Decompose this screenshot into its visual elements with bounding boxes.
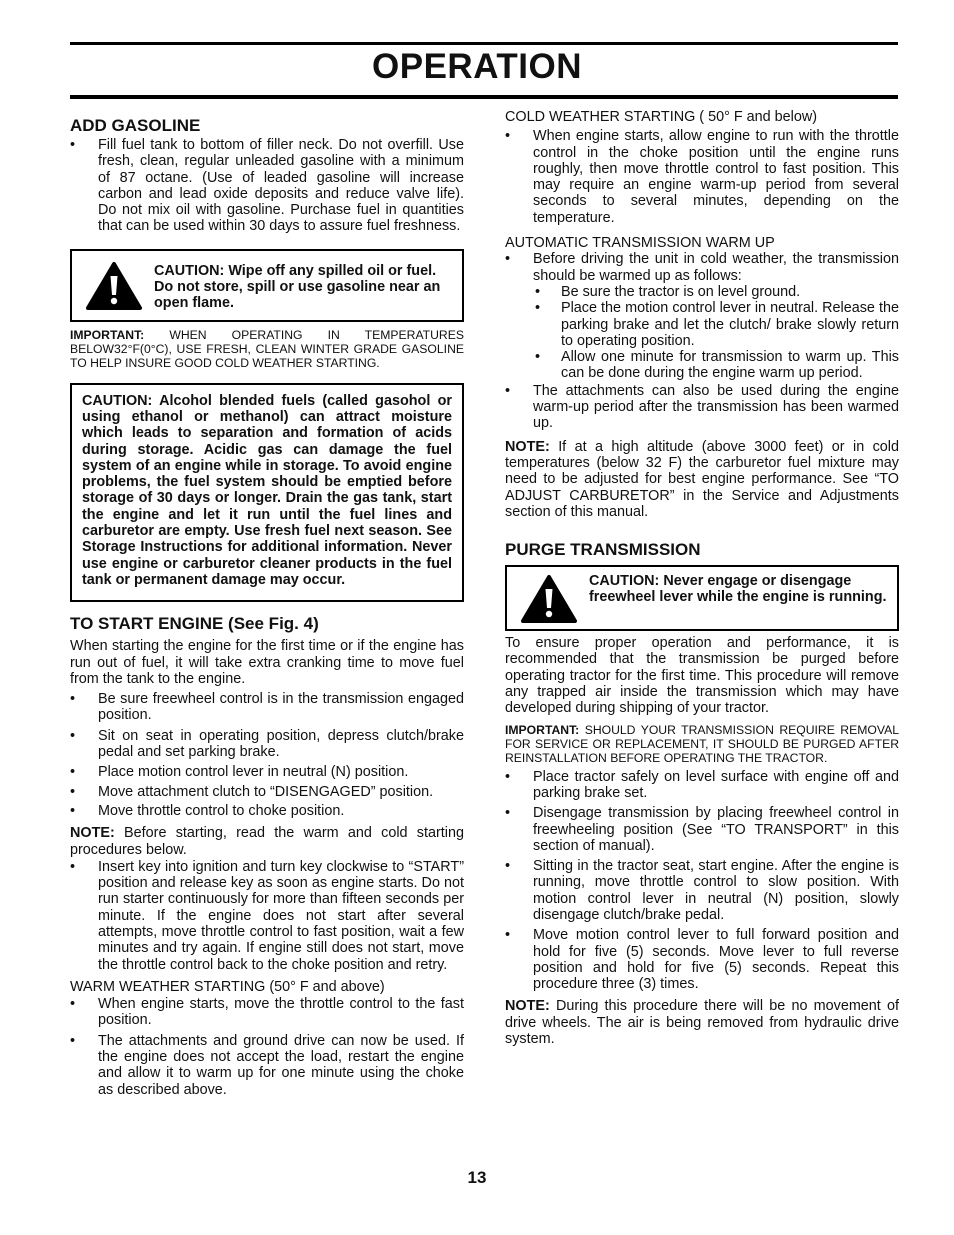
freewheel-caution-text: CAUTION: Never engage or disengage freewheel lever while the engine is running. [589,573,887,606]
purge-intro: To ensure proper operation and performance, it is recommended that the transmission be purged before operating tractor for the first time. This procedure will remove any trapped air inside the transmission which may have developed during shipping of your tractor. [505,635,899,717]
start-engine-heading: TO START ENGINE (See Fig. 4) [70,614,319,634]
cold-weather-bullet: • When engine starts, allow engine to run with the throttle control in the choke position until the engine runs roughly, then move throttle control to fast position. This may require an engine warm-up period from several seconds to several minutes, depending on the temperature. [505,128,899,226]
important-text: SHOULD YOUR TRANSMISSION REQUIRE REMOVAL FOR SERVICE OR REPLACEMENT, IT SHOULD BE PURGED AFTER REINSTALLATION BEFORE OPERATING THE TRACTOR. [505,722,899,765]
note-label: NOTE: [70,825,115,842]
winter-gasoline-important [70,328,464,371]
auto-trans-sub-bullet-1: • Be sure the tractor is on level ground. [505,284,899,300]
warm-weather-bullet-1: • When engine starts, move the throttle control to the fast position. [70,996,464,1029]
important-label: IMPORTANT: [505,722,580,737]
note-label: NOTE: [505,438,550,455]
auto-trans-heading: AUTOMATIC TRANSMISSION WARM UP [505,235,775,252]
auto-trans-sub-bullet-2: • Place the motion control lever in neutral. Release the parking brake and let the clutch/ brake slowly return to operating position. [505,300,899,349]
start-engine-bullet-1: • Be sure freewheel control is in the transmission engaged position. [70,691,464,724]
auto-trans-bullet: • Before driving the unit in cold weather, the transmission should be warmed up as follows: [505,251,899,284]
note-text: Before starting, read the warm and cold starting procedures below. [70,825,464,858]
purge-note [505,998,899,1047]
warm-weather-heading: WARM WEATHER STARTING (50° F and above) [70,978,385,995]
auto-trans-sub-bullet-3: • Allow one minute for transmission to warm up. This can be done during the engine warm up period. [505,349,899,382]
fuel-caution-text: CAUTION: Wipe off any spilled oil or fuel. Do not store, spill or use gasoline near an open flame. [154,262,441,311]
note-label: NOTE: [505,998,550,1015]
important-label: IMPORTANT: [70,327,145,342]
page-number: 13 [467,1168,487,1187]
note-text: If at a high altitude (above 3000 feet) or in cold temperatures (below 32 F) the carburetor fuel mixture may need to be adjusted for best engine performance. See “TO ADJUST CARBURETOR” in the Service and Adjustments section of this manual. [505,438,899,520]
page-title: OPERATION [372,47,582,86]
right-column [505,108,899,1047]
fuel-caution-box [70,249,464,322]
auto-trans-bullet-2: • The attachments can also be used during the engine warm-up period after the transmission has been warmed up. [505,383,899,432]
start-engine-intro: When starting the engine for the first time or if the engine has run out of fuel, it will take extra cranking time to move fuel from the tank to the engine. [70,638,464,687]
purge-bullet-3: • Sitting in the tractor seat, start engine. After the engine is running, move throttle control to slow position. With motion control lever in neutral (N) position, slowly disengage clutch/brake pedal. [505,858,899,923]
warm-weather-bullet-2: • The attachments and ground drive can now be used. If the engine does not accept the load, restart the engine and allow it to warm up for one minute using the choke as described above. [70,1033,464,1098]
warning-triangle-icon [520,574,578,624]
alcohol-fuel-caution-box: CAUTION: Alcohol blended fuels (called gasohol or using ethanol or methanol) can attract moisture which leads to separation and formation of acids during storage. Acidic gas can damage the fuel system of an engine while in storage. To avoid engine problems, the fuel system should be emptied before storage of 30 days or longer. Drain the gas tank, start the engine and let it run until the fuel lines and carburetor are empty. Use fresh fuel next season. See Storage Instructions for additional information. Never use engine or carburetor cleaner products in the fuel tank or permanent damage may occur. [70,383,464,603]
start-engine-bullet-2: • Sit on seat in operating position, depress clutch/brake pedal and set parking brake. [70,728,464,761]
purge-bullet-1: • Place tractor safely on level surface with engine off and parking brake set. [505,769,899,802]
freewheel-caution-box [505,565,899,631]
start-engine-bullet-4: • Move attachment clutch to “DISENGAGED” position. [70,784,464,800]
insert-key-bullet: • Insert key into ignition and turn key clockwise to “START” position and release key as soon as engine starts. Do not run starter continuously for more than fifteen seconds per minute. If the engine does not start after several attempts, move throttle control to fast position, wait a few minutes and try again. If engine still does not start, move the throttle control back to the choke position and retry. [70,859,464,973]
title-underline [70,95,898,99]
add-gasoline-heading: ADD GASOLINE [70,116,201,135]
purge-transmission-heading: PURGE TRANSMISSION [505,540,701,560]
start-engine-bullet-3: • Place motion control lever in neutral (N) position. [70,764,464,780]
purge-bullet-4: • Move motion control lever to full forward position and hold for five (5) seconds. Move lever to full reverse position and hold for five (5) seconds. Repeat this procedure three (3) times. [505,927,899,992]
start-engine-bullet-5: • Move throttle control to choke position. [70,803,464,819]
cold-weather-heading: COLD WEATHER STARTING ( 50° F and below) [505,109,818,125]
purge-bullet-2: • Disengage transmission by placing freewheel control in freewheeling position (See “TO TRANSPORT” in this section of manual). [505,805,899,854]
note-text: During this procedure there will be no movement of drive wheels. The air is being removed from hydraulic drive system. [505,998,899,1048]
left-column [70,108,464,1098]
add-gasoline-bullet: • Fill fuel tank to bottom of filler neck. Do not overfill. Use fresh, clean, regular unleaded gasoline with a minimum of 87 octane. (Use of leaded gasoline will increase carbon and lead oxide deposits and reduce valve life). Do not mix oil with gasoline. Purchase fuel in quantities that can be used within 30 days to assure fuel freshness. [70,137,464,235]
warning-triangle-icon [85,261,143,311]
altitude-note [505,439,899,520]
start-engine-note [70,825,464,858]
top-rule [70,42,898,45]
important-text: WHEN OPERATING IN TEMPERATURES BELOW32°F(0°C), USE FRESH, CLEAN WINTER GRADE GASOLINE TO HELP INSURE GOOD COLD WEATHER STARTING. [70,327,464,371]
purge-important [505,723,899,765]
